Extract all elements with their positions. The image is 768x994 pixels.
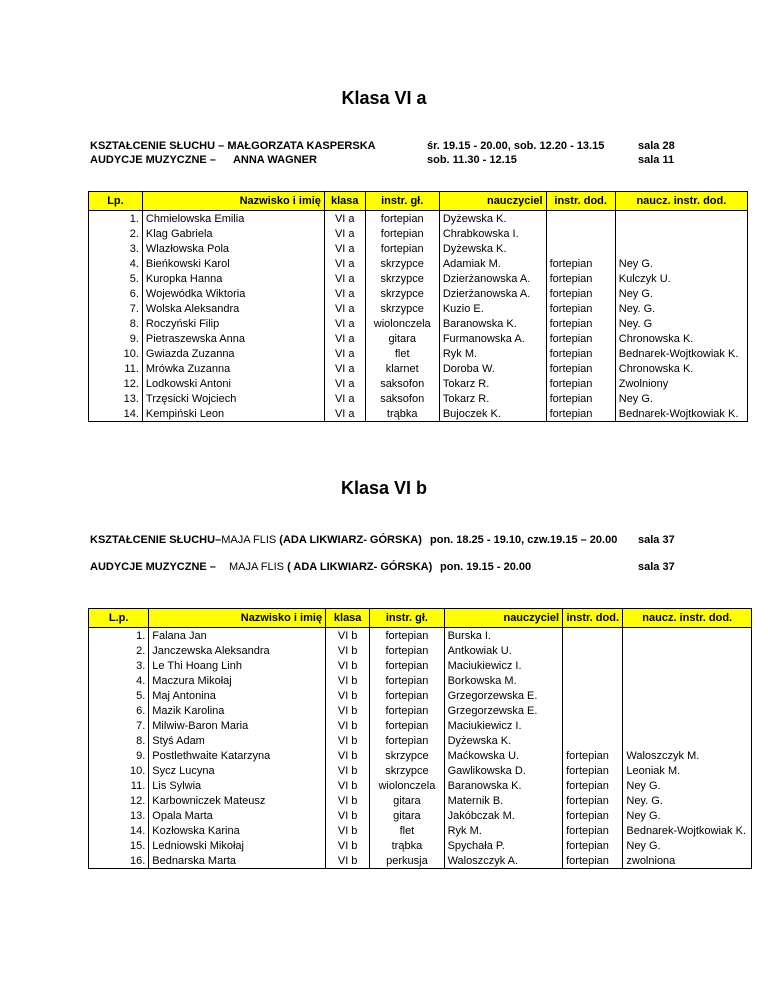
cell-class: VI b [326, 778, 370, 793]
cell-name: Wolska Aleksandra [142, 301, 324, 316]
table-row [89, 733, 752, 748]
cell-teacher: Maćkowska U. [444, 748, 563, 763]
cell-class: VI b [326, 763, 370, 778]
cell-extra-instrument: fortepian [546, 406, 615, 422]
music-audition-label: AUDYCJE MUZYCZNE – [90, 154, 216, 166]
cell-instrument: fortepian [370, 733, 444, 748]
cell-extra-teacher: Bednarek-Wojtkowiak K. [623, 823, 752, 838]
class-a-music-audition [90, 154, 317, 166]
table-row [89, 241, 748, 256]
cell-extra-teacher [615, 211, 747, 227]
cell-name: Janczewska Aleksandra [149, 643, 326, 658]
cell-class: VI b [326, 703, 370, 718]
class-b-music-audition-room: sala 37 [638, 561, 675, 573]
cell-extra-teacher [623, 688, 752, 703]
table-row [89, 778, 752, 793]
cell-extra-instrument: fortepian [546, 286, 615, 301]
cell-teacher: Maternik B. [444, 793, 563, 808]
cell-name: Styś Adam [149, 733, 326, 748]
cell-teacher: Tokarz R. [439, 376, 546, 391]
header-extra-teacher: naucz. instr. dod. [623, 609, 752, 628]
cell-teacher: Adamiak M. [439, 256, 546, 271]
cell-class: VI a [324, 331, 365, 346]
cell-teacher: Antkowiak U. [444, 643, 563, 658]
cell-extra-instrument: fortepian [563, 853, 623, 869]
cell-extra-teacher: Ney. G. [623, 793, 752, 808]
class-a-time-1: śr. 19.15 - 20.00, sob. 12.20 - 13.15 [427, 140, 605, 152]
cell-lp: 1. [89, 211, 143, 227]
cell-extra-teacher: Ney G. [615, 286, 747, 301]
cell-instrument: fortepian [370, 688, 444, 703]
cell-extra-teacher: Leoniak M. [623, 763, 752, 778]
cell-extra-instrument [546, 226, 615, 241]
cell-name: Bieńkowski Karol [142, 256, 324, 271]
cell-extra-instrument: fortepian [563, 763, 623, 778]
ear-training-label: KSZTAŁCENIE SŁUCHU– [90, 534, 222, 546]
cell-instrument: fortepian [370, 658, 444, 673]
cell-name: Kuropka Hanna [142, 271, 324, 286]
table-row [89, 823, 752, 838]
cell-name: Trzęsicki Wojciech [142, 391, 324, 406]
cell-teacher: Grzegorzewska E. [444, 703, 563, 718]
cell-class: VI a [324, 346, 365, 361]
cell-instrument: fortepian [370, 628, 444, 644]
header-instrument: instr. gł. [370, 609, 444, 628]
header-extra-teacher: naucz. instr. dod. [615, 192, 747, 211]
table-row [89, 256, 748, 271]
cell-extra-teacher [623, 658, 752, 673]
cell-class: VI a [324, 391, 365, 406]
cell-instrument: skrzypce [370, 748, 444, 763]
ear-training-teacher: MAŁGORZATA KASPERSKA [227, 140, 376, 152]
cell-instrument: gitara [370, 793, 444, 808]
cell-name: Wojewódka Wiktoria [142, 286, 324, 301]
cell-extra-teacher: Ney G. [623, 808, 752, 823]
cell-class: VI b [326, 733, 370, 748]
cell-lp: 14. [89, 406, 143, 422]
header-extra-instrument: instr. dod. [563, 609, 623, 628]
cell-class: VI a [324, 301, 365, 316]
cell-extra-teacher: Chronowska K. [615, 361, 747, 376]
cell-lp: 2. [89, 643, 149, 658]
cell-instrument: skrzypce [365, 286, 439, 301]
cell-class: VI b [326, 793, 370, 808]
cell-teacher: Maciukiewicz I. [444, 718, 563, 733]
cell-class: VI a [324, 376, 365, 391]
music-audition-teacher: MAJA FLIS [228, 561, 284, 573]
cell-class: VI b [326, 808, 370, 823]
cell-teacher: Dyżewska K. [439, 211, 546, 227]
table-row [89, 793, 752, 808]
cell-lp: 11. [89, 778, 149, 793]
cell-instrument: wiolonczela [370, 778, 444, 793]
cell-extra-instrument [563, 718, 623, 733]
table-row [89, 406, 748, 422]
cell-instrument: saksofon [365, 376, 439, 391]
class-a-room-1: sala 28 [638, 140, 675, 152]
cell-teacher: Burska I. [444, 628, 563, 644]
cell-instrument: gitara [365, 331, 439, 346]
cell-instrument: trąbka [365, 406, 439, 422]
cell-instrument: fortepian [365, 226, 439, 241]
cell-teacher: Chrabkowska I. [439, 226, 546, 241]
cell-extra-instrument: fortepian [546, 256, 615, 271]
table-row [89, 718, 752, 733]
table-header-row [89, 609, 752, 628]
cell-name: Bednarska Marta [149, 853, 326, 869]
cell-class: VI a [324, 316, 365, 331]
cell-instrument: flet [365, 346, 439, 361]
cell-class: VI b [326, 823, 370, 838]
cell-extra-instrument: fortepian [563, 838, 623, 853]
cell-name: Opala Marta [149, 808, 326, 823]
class-a-time-2: sob. 11.30 - 12.15 [427, 154, 517, 166]
cell-lp: 9. [89, 748, 149, 763]
ear-training-substitute: (ADA LIKWIARZ- GÓRSKA) [279, 534, 422, 546]
table-row [89, 658, 752, 673]
cell-name: Lis Sylwia [149, 778, 326, 793]
cell-class: VI a [324, 226, 365, 241]
cell-extra-instrument [563, 688, 623, 703]
header-class: klasa [324, 192, 365, 211]
cell-instrument: fortepian [370, 703, 444, 718]
cell-extra-instrument: fortepian [546, 316, 615, 331]
cell-lp: 12. [89, 793, 149, 808]
cell-class: VI a [324, 256, 365, 271]
cell-name: Maczura Mikołaj [149, 673, 326, 688]
cell-extra-teacher: Bednarek-Wojtkowiak K. [615, 406, 747, 422]
cell-class: VI b [326, 628, 370, 644]
cell-name: Wlazłowska Pola [142, 241, 324, 256]
cell-class: VI b [326, 688, 370, 703]
class-a-table [88, 191, 748, 422]
cell-lp: 6. [89, 286, 143, 301]
table-row [89, 748, 752, 763]
cell-instrument: perkusja [370, 853, 444, 869]
cell-extra-teacher [623, 718, 752, 733]
cell-extra-instrument [563, 658, 623, 673]
table-row [89, 226, 748, 241]
cell-instrument: trąbka [370, 838, 444, 853]
cell-extra-instrument: fortepian [546, 376, 615, 391]
cell-extra-instrument: fortepian [563, 778, 623, 793]
cell-teacher: Tokarz R. [439, 391, 546, 406]
cell-teacher: Dyżewska K. [444, 733, 563, 748]
cell-extra-instrument: fortepian [546, 391, 615, 406]
cell-name: Milwiw-Baron Maria [149, 718, 326, 733]
cell-extra-instrument [563, 673, 623, 688]
cell-extra-instrument: fortepian [563, 808, 623, 823]
cell-teacher: Maciukiewicz I. [444, 658, 563, 673]
cell-extra-teacher [615, 226, 747, 241]
cell-teacher: Dzierżanowska A. [439, 271, 546, 286]
table-row [89, 301, 748, 316]
table-row [89, 331, 748, 346]
cell-instrument: fortepian [370, 718, 444, 733]
cell-lp: 4. [89, 256, 143, 271]
cell-lp: 3. [89, 658, 149, 673]
header-instrument: instr. gł. [365, 192, 439, 211]
class-a-title: Klasa VI a [341, 88, 427, 108]
table-row [89, 703, 752, 718]
cell-extra-instrument: fortepian [546, 301, 615, 316]
cell-name: Maj Antonina [149, 688, 326, 703]
cell-name: Pietraszewska Anna [142, 331, 324, 346]
cell-extra-teacher: Bednarek-Wojtkowiak K. [615, 346, 747, 361]
cell-extra-teacher: Zwolniony [615, 376, 747, 391]
cell-name: Klag Gabriela [142, 226, 324, 241]
cell-extra-teacher: Ney G. [623, 778, 752, 793]
cell-class: VI a [324, 241, 365, 256]
cell-teacher: Ryk M. [444, 823, 563, 838]
cell-name: Gwiazda Zuzanna [142, 346, 324, 361]
cell-name: Kempiński Leon [142, 406, 324, 422]
class-b-music-audition [90, 561, 432, 573]
cell-extra-instrument [563, 733, 623, 748]
cell-teacher: Dyżewska K. [439, 241, 546, 256]
table-row [89, 808, 752, 823]
cell-lp: 12. [89, 376, 143, 391]
class-a-ear-training [90, 140, 376, 152]
cell-name: Karbowniczek Mateusz [149, 793, 326, 808]
cell-class: VI b [326, 718, 370, 733]
cell-class: VI a [324, 211, 365, 227]
cell-lp: 13. [89, 391, 143, 406]
cell-extra-instrument: fortepian [563, 748, 623, 763]
class-b-title: Klasa VI b [340, 478, 428, 498]
cell-name: Roczyński Filip [142, 316, 324, 331]
cell-teacher: Waloszczyk A. [444, 853, 563, 869]
cell-teacher: Grzegorzewska E. [444, 688, 563, 703]
cell-extra-instrument: fortepian [563, 793, 623, 808]
cell-class: VI a [324, 361, 365, 376]
cell-class: VI b [326, 673, 370, 688]
header-name: Nazwisko i imię [142, 192, 324, 211]
cell-class: VI a [324, 271, 365, 286]
class-b-ear-training-room: sala 37 [638, 534, 675, 546]
table-row [89, 853, 752, 869]
cell-lp: 4. [89, 673, 149, 688]
cell-extra-instrument [546, 211, 615, 227]
cell-teacher: Baranowska K. [444, 778, 563, 793]
cell-instrument: wiolonczela [365, 316, 439, 331]
table-row [89, 271, 748, 286]
cell-name: Sycz Lucyna [149, 763, 326, 778]
ear-training-teacher: MAJA FLIS [221, 534, 277, 546]
cell-extra-instrument: fortepian [546, 271, 615, 286]
header-name: Nazwisko i imię [149, 609, 326, 628]
cell-teacher: Kuzio E. [439, 301, 546, 316]
cell-teacher: Dzierżanowska A. [439, 286, 546, 301]
music-audition-substitute: ( ADA LIKWIARZ- GÓRSKA) [287, 561, 433, 573]
cell-lp: 9. [89, 331, 143, 346]
cell-extra-teacher [623, 673, 752, 688]
cell-extra-teacher: zwolniona [623, 853, 752, 869]
music-audition-teacher: ANNA WAGNER [232, 154, 317, 166]
cell-lp: 11. [89, 361, 143, 376]
table-row [89, 838, 752, 853]
cell-extra-instrument [563, 703, 623, 718]
cell-extra-teacher: Ney. G [615, 316, 747, 331]
class-b-ear-training [90, 534, 422, 546]
cell-name: Ledniowski Mikołaj [149, 838, 326, 853]
cell-extra-teacher: Ney G. [615, 256, 747, 271]
cell-teacher: Jakóbczak M. [444, 808, 563, 823]
class-b-table [88, 608, 752, 869]
cell-instrument: flet [370, 823, 444, 838]
cell-name: Postlethwaite Katarzyna [149, 748, 326, 763]
cell-lp: 10. [89, 763, 149, 778]
header-teacher: nauczyciel [439, 192, 546, 211]
table-row [89, 211, 748, 227]
cell-lp: 1. [89, 628, 149, 644]
cell-instrument: skrzypce [365, 301, 439, 316]
cell-teacher: Gawlikowska D. [444, 763, 563, 778]
cell-class: VI a [324, 406, 365, 422]
cell-extra-instrument: fortepian [546, 346, 615, 361]
cell-extra-teacher: Waloszczyk M. [623, 748, 752, 763]
cell-lp: 6. [89, 703, 149, 718]
table-row [89, 361, 748, 376]
cell-extra-teacher [623, 643, 752, 658]
table-row [89, 316, 748, 331]
header-lp: L.p. [89, 609, 149, 628]
cell-teacher: Furmanowska A. [439, 331, 546, 346]
cell-extra-teacher [623, 703, 752, 718]
cell-extra-teacher [623, 733, 752, 748]
cell-extra-teacher: Ney G. [615, 391, 747, 406]
cell-teacher: Borkowska M. [444, 673, 563, 688]
table-row [89, 286, 748, 301]
table-header-row [89, 192, 748, 211]
cell-teacher: Baranowska K. [439, 316, 546, 331]
cell-lp: 7. [89, 301, 143, 316]
cell-instrument: saksofon [365, 391, 439, 406]
cell-name: Falana Jan [149, 628, 326, 644]
class-a-room-2: sala 11 [638, 154, 675, 166]
cell-lp: 15. [89, 838, 149, 853]
cell-extra-instrument: fortepian [546, 331, 615, 346]
cell-instrument: fortepian [370, 673, 444, 688]
cell-lp: 10. [89, 346, 143, 361]
cell-extra-teacher: Ney. G. [615, 301, 747, 316]
header-teacher: nauczyciel [444, 609, 563, 628]
table-row [89, 673, 752, 688]
cell-name: Kozłowska Karina [149, 823, 326, 838]
cell-lp: 5. [89, 271, 143, 286]
cell-name: Mazik Karolina [149, 703, 326, 718]
cell-lp: 8. [89, 316, 143, 331]
cell-class: VI b [326, 643, 370, 658]
cell-name: Lodkowski Antoni [142, 376, 324, 391]
cell-extra-teacher [623, 628, 752, 644]
cell-lp: 13. [89, 808, 149, 823]
cell-instrument: skrzypce [370, 763, 444, 778]
ear-training-label: KSZTAŁCENIE SŁUCHU – [90, 140, 225, 152]
table-row [89, 376, 748, 391]
cell-instrument: gitara [370, 808, 444, 823]
cell-extra-instrument [546, 241, 615, 256]
cell-extra-teacher: Kulczyk U. [615, 271, 747, 286]
table-row [89, 346, 748, 361]
table-row [89, 643, 752, 658]
cell-class: VI b [326, 853, 370, 869]
cell-instrument: fortepian [370, 643, 444, 658]
cell-teacher: Bujoczek K. [439, 406, 546, 422]
cell-instrument: fortepian [365, 211, 439, 227]
cell-class: VI a [324, 286, 365, 301]
cell-instrument: fortepian [365, 241, 439, 256]
cell-name: Mrówka Zuzanna [142, 361, 324, 376]
cell-lp: 7. [89, 718, 149, 733]
table-row [89, 628, 752, 644]
cell-name: Le Thi Hoang Linh [149, 658, 326, 673]
table-row [89, 688, 752, 703]
cell-extra-teacher: Chronowska K. [615, 331, 747, 346]
header-extra-instrument: instr. dod. [546, 192, 615, 211]
cell-name: Chmielowska Emilia [142, 211, 324, 227]
class-b-music-audition-time: pon. 19.15 - 20.00 [440, 561, 532, 573]
table-row [89, 391, 748, 406]
cell-lp: 16. [89, 853, 149, 869]
cell-extra-instrument: fortepian [563, 823, 623, 838]
cell-teacher: Ryk M. [439, 346, 546, 361]
cell-lp: 3. [89, 241, 143, 256]
class-b-ear-training-time: pon. 18.25 - 19.10, czw.19.15 – 20.00 [430, 534, 618, 546]
cell-extra-instrument [563, 643, 623, 658]
cell-class: VI b [326, 748, 370, 763]
cell-extra-instrument: fortepian [546, 361, 615, 376]
cell-instrument: skrzypce [365, 271, 439, 286]
cell-lp: 8. [89, 733, 149, 748]
header-class: klasa [326, 609, 370, 628]
cell-teacher: Spychała P. [444, 838, 563, 853]
cell-instrument: klarnet [365, 361, 439, 376]
cell-lp: 14. [89, 823, 149, 838]
cell-instrument: skrzypce [365, 256, 439, 271]
music-audition-label: AUDYCJE MUZYCZNE – [90, 561, 216, 573]
table-row [89, 763, 752, 778]
cell-extra-instrument [563, 628, 623, 644]
cell-extra-teacher: Ney G. [623, 838, 752, 853]
cell-class: VI b [326, 658, 370, 673]
header-lp: Lp. [89, 192, 143, 211]
cell-lp: 5. [89, 688, 149, 703]
cell-class: VI b [326, 838, 370, 853]
cell-extra-teacher [615, 241, 747, 256]
cell-teacher: Doroba W. [439, 361, 546, 376]
cell-lp: 2. [89, 226, 143, 241]
